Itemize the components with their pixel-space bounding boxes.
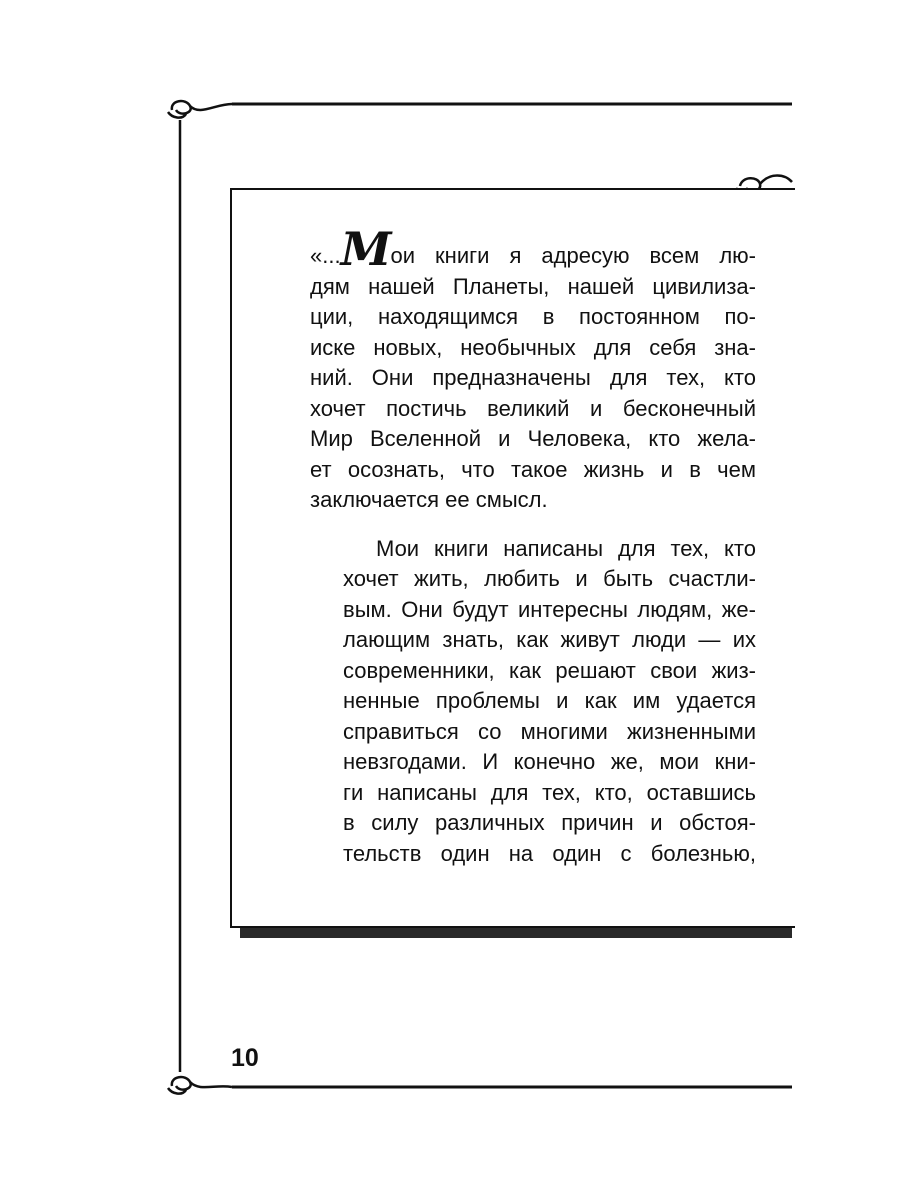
text-line: хочет жить, любить и быть счастли- [343,566,756,591]
bottom-left-flourish [168,1077,232,1094]
text-line: ненные проблемы и как им удается [343,688,756,713]
text-line: хочет постичь великий и бесконечный [310,395,756,421]
text-box-shadow [240,928,792,938]
text-line: Мир Вселенной и Человека, кто жела- [310,426,756,451]
page-number: 10 [231,1044,259,1072]
text-line: невзгодами. И конечно же, мои кни- [343,749,756,774]
text-line: вым. Они будут интересны людям, же- [343,596,756,622]
text-line: ции, находящимся в постоянном по- [310,304,756,329]
text-line: заключается ее смысл. [310,487,548,512]
text-line: в силу различных причин и обстоя- [343,810,756,835]
text-line [310,222,756,276]
opening-quote: «... [310,243,341,268]
top-left-flourish [168,101,232,118]
drop-cap-letter: М [340,222,390,276]
text-line: ет осознать, что такое жизнь и в чем [310,456,756,482]
text-line: справиться со многими жизненными [343,718,756,744]
text-line: тельств один на один с болезнью, [343,840,756,866]
text-line: ний. Они предназначены для тех, кто [310,365,756,390]
text-line: ги написаны для тех, кто, оставшись [343,779,756,805]
text-line: лающим знать, как живут люди — их [343,627,756,652]
body-text [310,222,756,869]
text-line: дям нашей Планеты, нашей цивилиза- [310,273,756,299]
text-line: современники, как решают свои жиз- [343,657,756,683]
paragraph-1 [310,222,756,516]
paragraph-2 [310,534,756,870]
text-line: иске новых, необычных для себя зна- [310,334,756,360]
text-line: Мои книги написаны для тех, кто [376,535,756,561]
text-line-content: ои книги я адресую всем лю- [390,243,756,268]
